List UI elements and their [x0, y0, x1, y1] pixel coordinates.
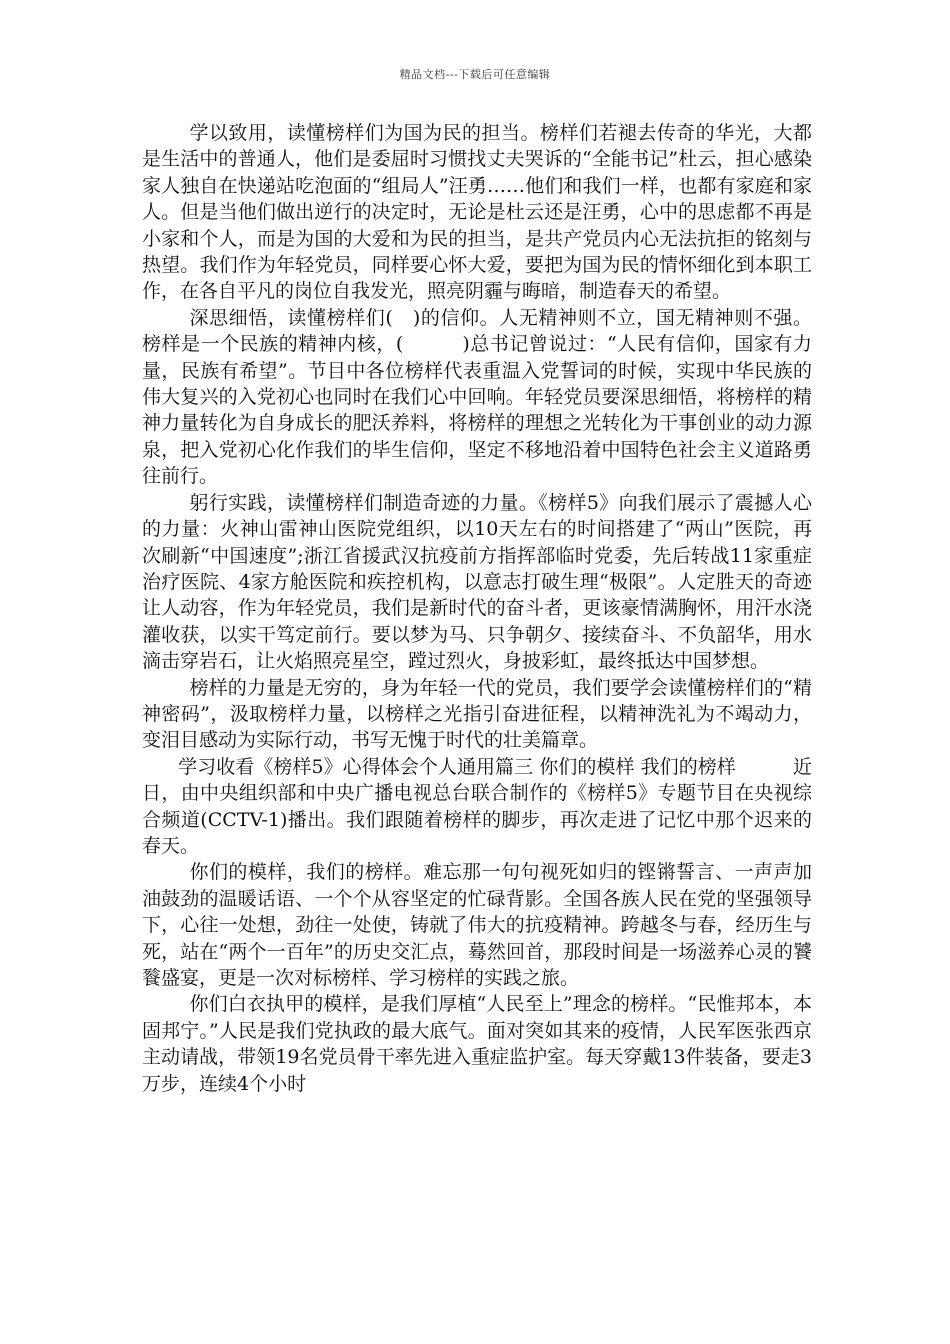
document-body	[142, 120, 812, 1097]
paragraph-white-coat-armor: 你们白衣执甲的模样，是我们厚植“人民至上”理念的榜样。“民惟邦本，本固邦宁。”人民是我们党执政的最大底气。面对突如其来的疫情，人民军医张西京主动请战，带领19名党员骨干率先进入重症监护室。每天穿戴13件装备，要走3万步，连续4个小时	[142, 993, 812, 1095]
paragraph-role-models-power: 榜样的力量是无穷的，身为年轻一代的党员，我们要学会读懂榜样们的“精神密码”，汲取榜样力量，以榜样之光指引奋进征程，以精神洗礼为不竭动力，变泪目感动为实际行动，书写无愧于时代的壮美篇章。	[142, 676, 812, 752]
paragraph-your-look-our-model: 你们的模样，我们的榜样。难忘那一句句视死如归的铿锵誓言、一声声加油鼓劲的温暖话语、一个个从容坚定的忙碌背影。全国各族人民在党的坚强领导下，心往一处想，劲往一处使，铸就了伟大的抗疫精神。跨越冬与春，经历生与死，站在“两个一百年”的历史交汇点，蓦然回首，那段时间是一场滋养心灵的饕餮盛宴，更是一次对标榜样、学习榜样的实践之旅。	[142, 861, 812, 989]
paragraph-section-three-intro: 学习收看《榜样5》心得体会个人通用篇三 你们的模样 我们的榜样 近日，由中央组织部和中央广播电视总台联合制作的《榜样5》专题节目在央视综合频道(CCTV-1)播出。我们跟随着榜样的脚步，再次走进了记忆中那个迟来的春天。	[142, 755, 812, 857]
paragraph-role-models-miracles: 躬行实践，读懂榜样们制造奇迹的力量。《榜样5》向我们展示了震撼人心的力量：火神山雷神山医院党组织，以10天左右的时间搭建了“两山”医院，再次刷新“中国速度”;浙江省援武汉抗疫前方指挥部临时党委，先后转战11家重症治疗医院、4家方舱医院和疾控机构，以意志打破生理“极限”。人定胜天的奇迹让人动容，作为年轻党员，我们是新时代的奋斗者，更该豪情满胸怀，用汗水浇灌收获，以实干笃定前行。要以梦为马、只争朝夕、接续奋斗、不负韶华，用水滴击穿岩石，让火焰照亮星空，蹚过烈火，身披彩虹，最终抵达中国梦想。	[142, 491, 812, 673]
paragraph-role-models-faith: 深思细悟，读懂榜样们( )的信仰。人无精神则不立，国无精神则不强。榜样是一个民族的精神内核，( )总书记曾说过：“人民有信仰，国家有力量，民族有希望”。节目中各位榜样代表重温入党誓词的时候，实现中华民族的伟大复兴的入党初心也同时在我们心中回响。年轻党员要深思细悟，将榜样的精神力量转化为自身成长的肥沃养料，将榜样的理想之光转化为干事创业的动力源泉，把入党初心化作我们的毕生信仰，坚定不移地沿着中国特色社会主义道路勇往前行。	[142, 306, 812, 488]
page-header: 精品文档---下载后可任意编辑	[399, 68, 551, 81]
paragraph-role-models-dedication: 学以致用，读懂榜样们为国为民的担当。榜样们若褪去传奇的华光，大都是生活中的普通人，他们是委屈时习惯找丈夫哭诉的“全能书记”杜云，担心感染家人独自在快递站吃泡面的“组局人”汪勇……他们和我们一样，也都有家庭和家人。但是当他们做出逆行的决定时，无论是杜云还是汪勇，心中的思虑都不再是小家和个人，而是为国的大爱和为民的担当，是共产党员内心无法抗拒的铭刻与热望。我们作为年轻党员，同样要心怀大爱，要把为国为民的情怀细化到本职工作，在各自平凡的岗位自我发光，照亮阴霾与晦暗，制造春天的希望。	[142, 122, 812, 303]
